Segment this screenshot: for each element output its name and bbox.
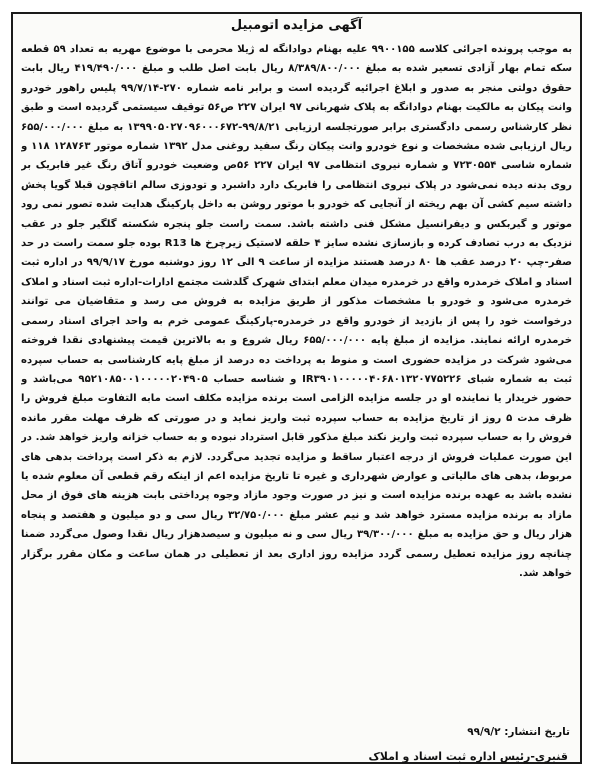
- notice-body: به موجب پرونده اجرائی کلاسه ۹۹۰۰۱۵۵ علیه بهنام دوادانگه له ژیلا محرمی با موضوع مهریه به تعداد ۵۹ قطعه سکه تمام بهار آزادی تسعیر شده به مبلغ ۸/۳۸۹/۸۰۰/۰۰۰ ریال بابت اصل طلب و مبلغ ۴۱۹/۴۹۰/۰۰۰ ریال بابت حقوق دولتی منجر به صدور و ابلاغ اجرائیه گردیده است و برابر نامه شماره ۲۷۰-۹۹/۷/۱۴ پلیس راهور خودرو وانت پیکان به مالکیت بهنام دوادانگه به پلاک شهربانی ۹۷ ایران ۲۲۷ ص۵۶ توقیف سیستمی گردیده است و طبق نظر کارشناس رسمی دادگستری برابر صورتجلسه ارزیابی ۹۹/۸/۲۱-۱۳۹۹۰۵۰۲۷۰۹۶۰۰۰۶۷۲ به مبلغ ۶۵۵/۰۰۰/۰۰۰ ریال ارزیابی شده مشخصات و نوع خودرو وانت پیکان رنگ سفید روغنی مدل ۱۳۹۲ شماره موتور ۱۲۸۷۶۳ ۱۱۸ و شماره شاسی ۷۲۳۰۵۵۴ و شماره نیروی انتظامی ۹۷ ایران ۲۲۷ ۵۶ص وضعیت خودرو آتاق رنگ غیر فابریک بر روی بدنه دیده نمی‌شود در پلاک نیروی انتظامی را فابریک دارد داشبرد و تودوزی سالم اتاقچون قبلا گویا پخش داشته سیم کشی آن بهم ریخته از آنجایی که خودرو با موتور روشن به داخل پارکینگ هدایت شده تصور نمی رود موتور و گیربکس و دیفرانسیل مشکل فنی داشته باشد. سمت راست جلو پنجره شکسته گلگیر جلو در عقب نزدیک به درب تصادف کرده و بازسازی نشده سایز ۴ حلقه لاستیک زیرچرخ ها R13 بوده جلو سمت راست در حد صفر-چپ ۲۰ درصد عقب ها ۸۰ درصد هستند مزایده از ساعت ۹ الی ۱۲ روز دوشنبه مورخ ۹۹/۹/۱۷ در اداره ثبت اسناد و املاک خرمدره واقع در خرمدره میدان معلم ابتدای شهرک گلدشت مجتمع ادارات-اداره ثبت اسناد و املاک خرمدره می‌شود و خودرو با مشخصات مذکور از طریق مزایده به فروش می رسد و متقاضیان می توانند درخواست خود را پس از بازدید از خودرو واقع در خرمدره-پارکینگ عمومی خرم به واحد اجرای اسناد رسمی خرمدره ارائه نمایند. مزایده از مبلغ پایه ۶۵۵/۰۰۰/۰۰۰ ریال شروع و به بالاترین قیمت پیشنهادی نقدا فروخته می‌شود شرکت در مزایده حضوری است و منوط به پرداخت ده درصد از مبلغ پایه کارشناسی به حساب سپرده ثبت به شماره شبای IR۳۹۰۱۰۰۰۰۰۴۰۶۸۰۱۳۲۰۷۷۵۲۲۶ و شناسه حساب ۹۵۲۱۰۸۵۰۰۱۰۰۰۰۰۲۰۴۹۰۵ می‌باشد و حضور خریدار یا نماینده او در جلسه مزایده الزامی است برنده مزایده مکلف است مابه التفاوت مبلغ فروش را ظرف مدت ۵ روز از تاریخ مزایده به حساب سپرده ثبت واریز نماید و در صورتی که ظرف مهلت مقرر مانده فروش را به حساب سپرده ثبت واریز نکند مبلغ مذکور قابل استرداد نبوده و به حساب خزانه واریز خواهد شد. در این صورت عملیات فروش از درجه اعتبار ساقط و مزایده تجدید می‌گردد. لازم به ذکر است پرداخت بدهی های مربوط، بدهی های مالیاتی و عوارض شهرداری و غیره تا تاریخ مزایده اعم از اینکه رقم قطعی آن معلوم شده یا نشده باشد به عهده برنده مزایده است و نیز در صورت وجود مازاد وجوه پرداختی بابت هزینه های فوق از محل مازاد به برنده مزایده مسترد خواهد شد و نیم عشر مبلغ ۳۲/۷۵۰/۰۰۰ ریال سی و دو میلیون و هفتصد و پنجاه هزار ریال و حق مزایده به مبلغ ۳۹/۳۰۰/۰۰۰ ریال سی و نه میلیون و سیصدهزار ریال نقدا وصول می‌گردد ضمنا چنانچه روز مزایده تعطیل رسمی گردد مزایده روز اداری بعد از تعطیلی در همان ساعت و مکان مقرر برگزار خواهد شد.: [21, 44, 572, 579]
- notice-title: آگهی مزایده اتومبیل: [230, 18, 363, 33]
- signature-line: قنبری-رئیس اداره ثبت اسناد و املاک: [368, 750, 568, 763]
- publication-date: تاریخ انتشار: ۹۹/۹/۲: [467, 726, 570, 738]
- auction-notice-frame: [11, 12, 582, 764]
